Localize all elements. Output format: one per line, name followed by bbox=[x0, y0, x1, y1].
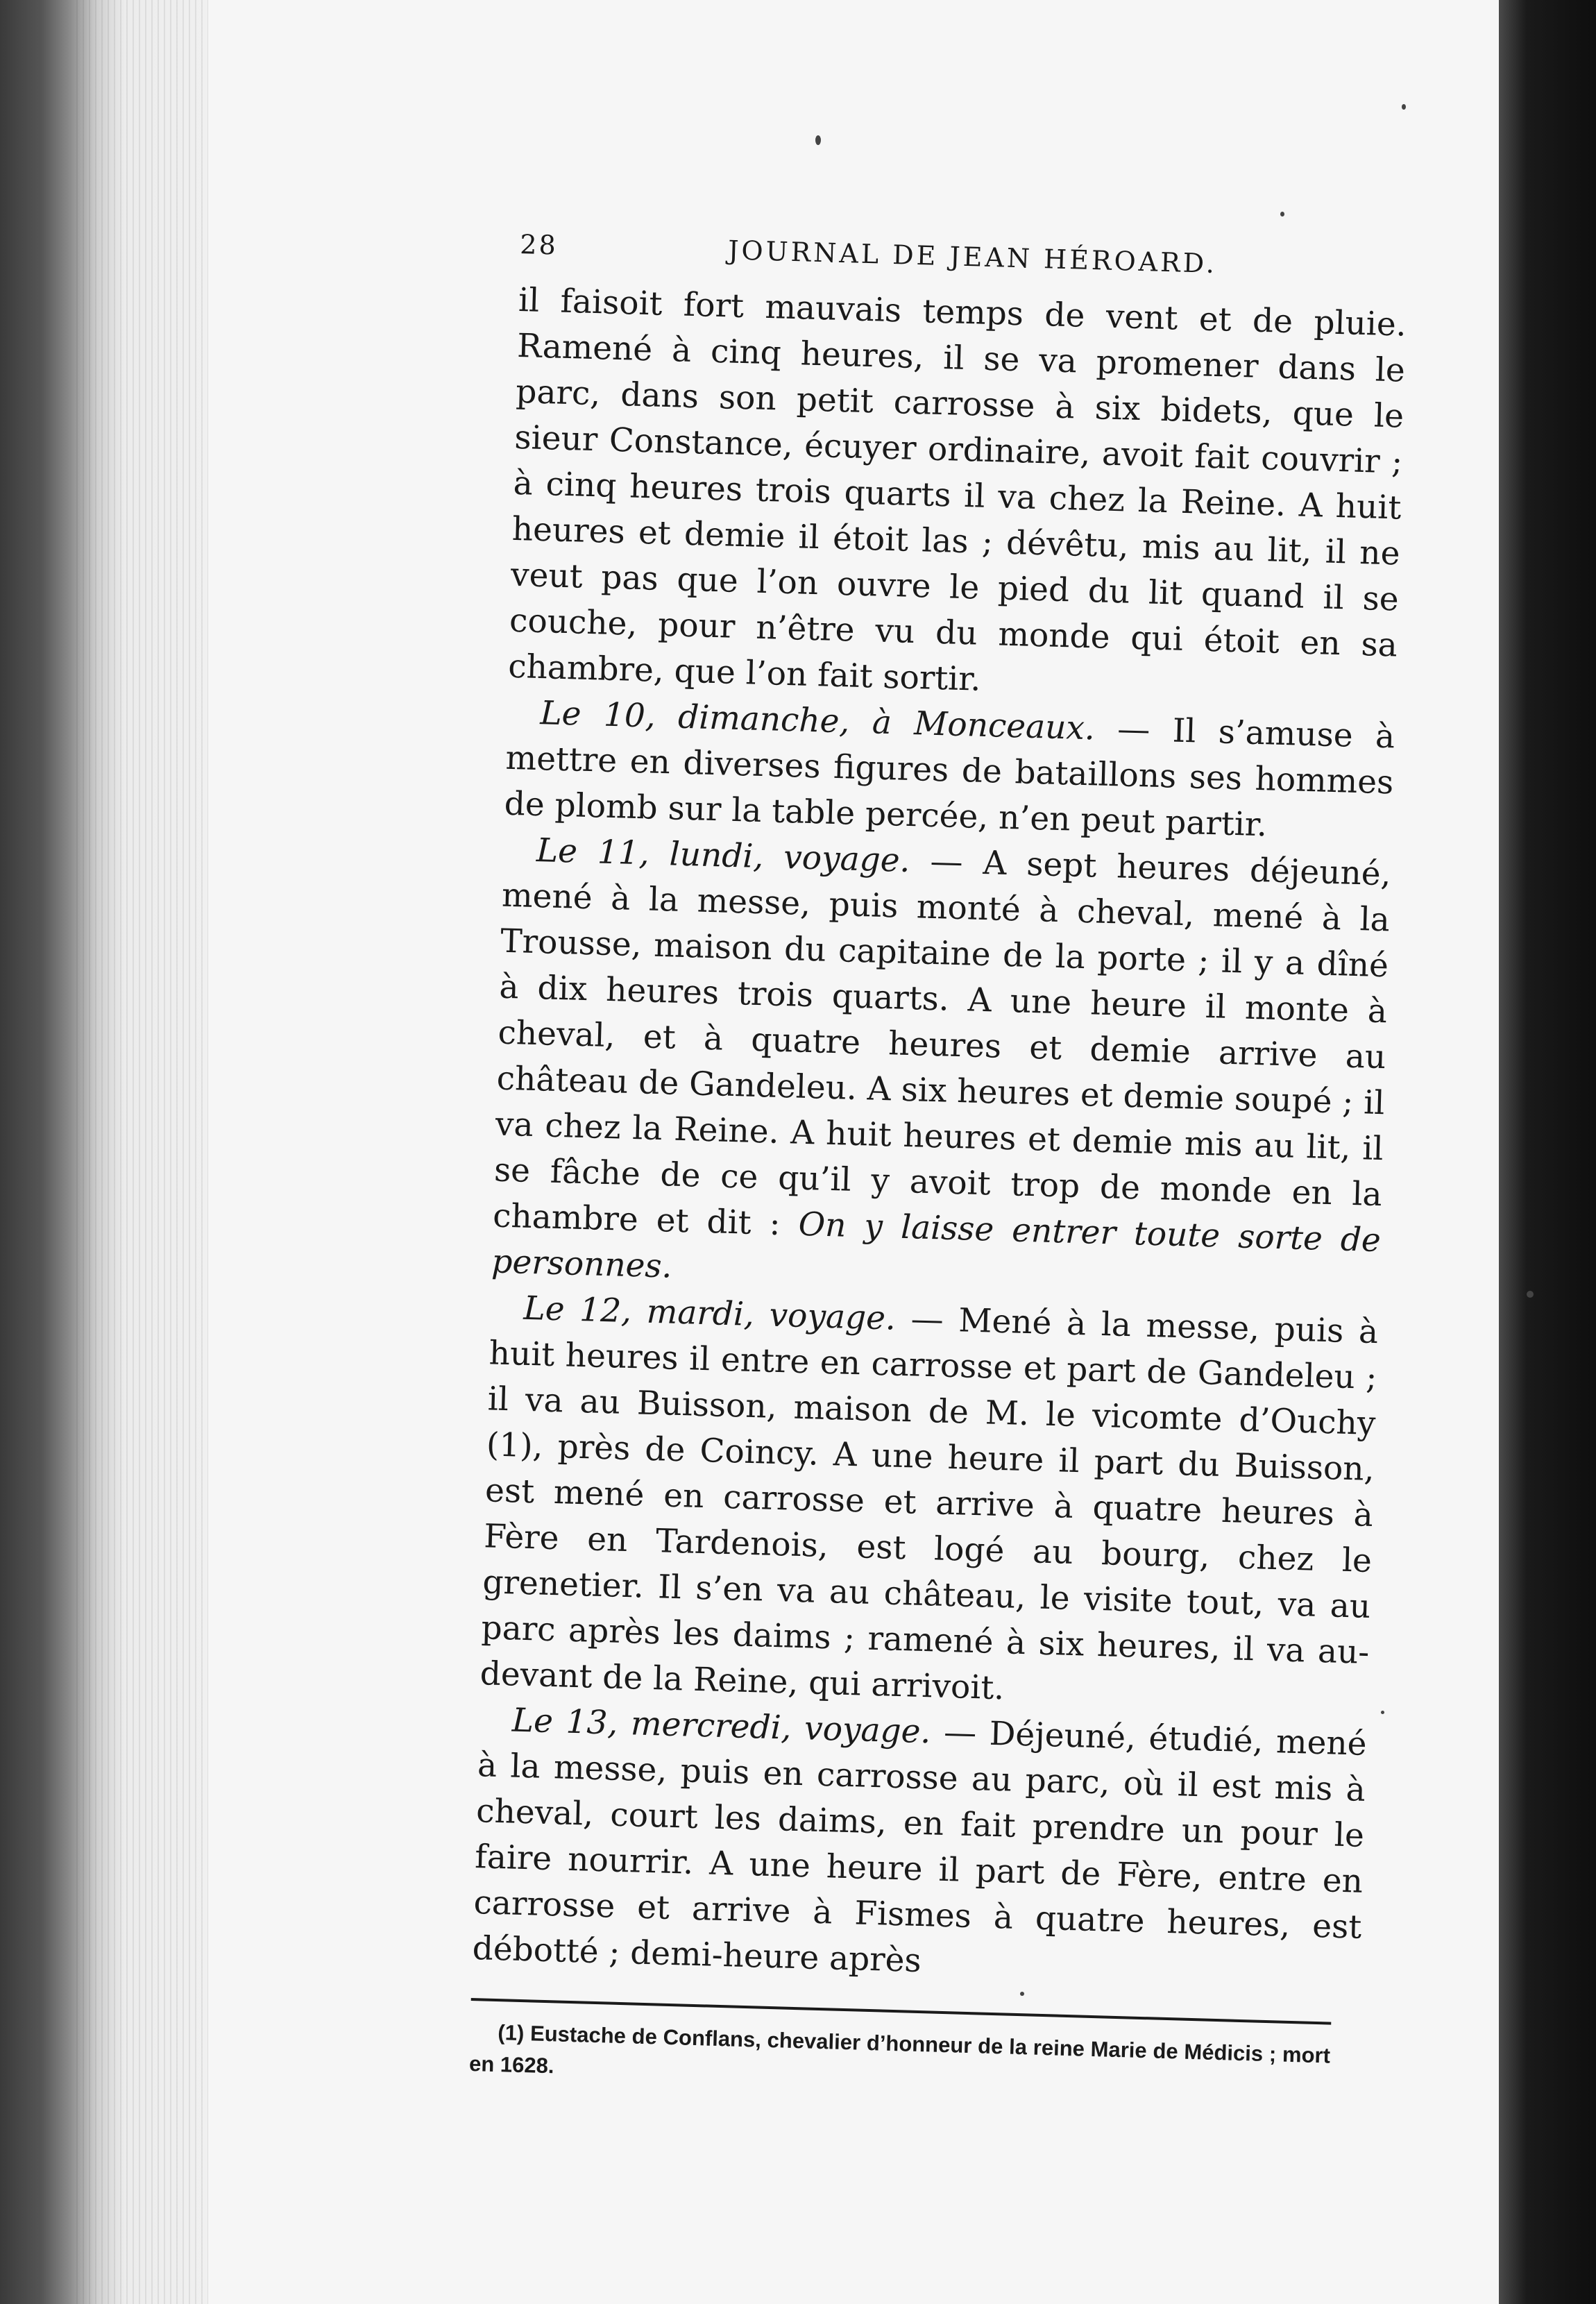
entry-date: Le 10, dimanche, à Monceaux. bbox=[539, 694, 1096, 748]
entry-text: — A sept heures déjeuné, mené à la messe, puis monté à cheval, mené à la Trousse, maison du capitaine de la porte ; il y a dîné à dix heures trois quarts. A une heure il monte à cheval, et à quatre heures et demie arrive au château de Gandeleu. A six heures et demie soupé ; il va chez la Reine. A huit heures et demie mis au lit, il se fâche de ce qu’il y avoit trop de monde en la chambre et dit : bbox=[492, 842, 1392, 1244]
page-number: 28 bbox=[519, 229, 559, 261]
entry-quote: On y laisse entrer toute sorte de personnes. bbox=[491, 1205, 1382, 1286]
page-text-block bbox=[469, 229, 1409, 2105]
paragraph-continued bbox=[507, 278, 1407, 715]
entry-date: Le 11, lundi, voyage. bbox=[536, 831, 911, 881]
entry-text: — Déjeuné, étudié, mené à la messe, puis en carrosse au parc, où il est mis à cheval, court les daims, en fait prendre un pour le faire nourrir. A une heure il part de Fère, entre en carrosse et arrive à Fismes à quatre heures, est débotté ; demi-heure après bbox=[472, 1713, 1368, 1981]
right-scan-border bbox=[1499, 0, 1596, 2304]
entry-date: Le 13, mercredi, voyage. bbox=[511, 1701, 932, 1752]
entry-text: — Mené à la messe, puis à huit heures il entre en carrosse et part de Gandeleu ; il va au Buisson, maison de M. le vicomte d’Ouchy (1), près de Coincy. A une heure il part du Buisson, est mené en carrosse et arrive à quatre heures à Fère en Tardenois, est logé au bourg, chez le grenetier. Il s’en va au château, le visite tout, va au parc après les daims ; ramené à six heures, il va au-devant de la Reine, qui arrivoit. bbox=[479, 1299, 1379, 1708]
journal-entry bbox=[479, 1285, 1379, 1722]
running-title: JOURNAL DE JEAN HÉROARD. bbox=[727, 235, 1218, 280]
journal-entry bbox=[472, 1697, 1368, 1997]
entry-date: Le 12, mardi, voyage. bbox=[523, 1289, 897, 1338]
footnote: (1) Eustache de Conflans, chevalier d’honneur de la reine Marie de Médicis ; mort en 1628. bbox=[468, 2020, 1331, 2078]
entry-text: — Il s’amuse à mettre en diverses figures de bataillons ses hommes de plomb sur la table percée, n’en peut partir. bbox=[504, 709, 1395, 845]
journal-body bbox=[472, 278, 1407, 1997]
paragraph-text: il faisoit fort mauvais temps de vent et de pluie. Ramené à cinq heures, il se va promener dans le parc, dans son petit carrosse à six bidets, que le sieur Constance, écuyer ordinaire, avoit fait couvrir ; à cinq heures trois quarts il va chez la Reine. A huit heures et demie il étoit las ; dévêtu, mis au lit, il ne veut pas que l’on ouvre le pied du lit quand il se couche, pour n’être vu du monde qui étoit en sa chambre, que l’on fait sortir. bbox=[507, 280, 1407, 699]
journal-entry bbox=[491, 827, 1392, 1310]
book-binding-edge bbox=[76, 0, 215, 2304]
journal-entry bbox=[504, 690, 1395, 852]
